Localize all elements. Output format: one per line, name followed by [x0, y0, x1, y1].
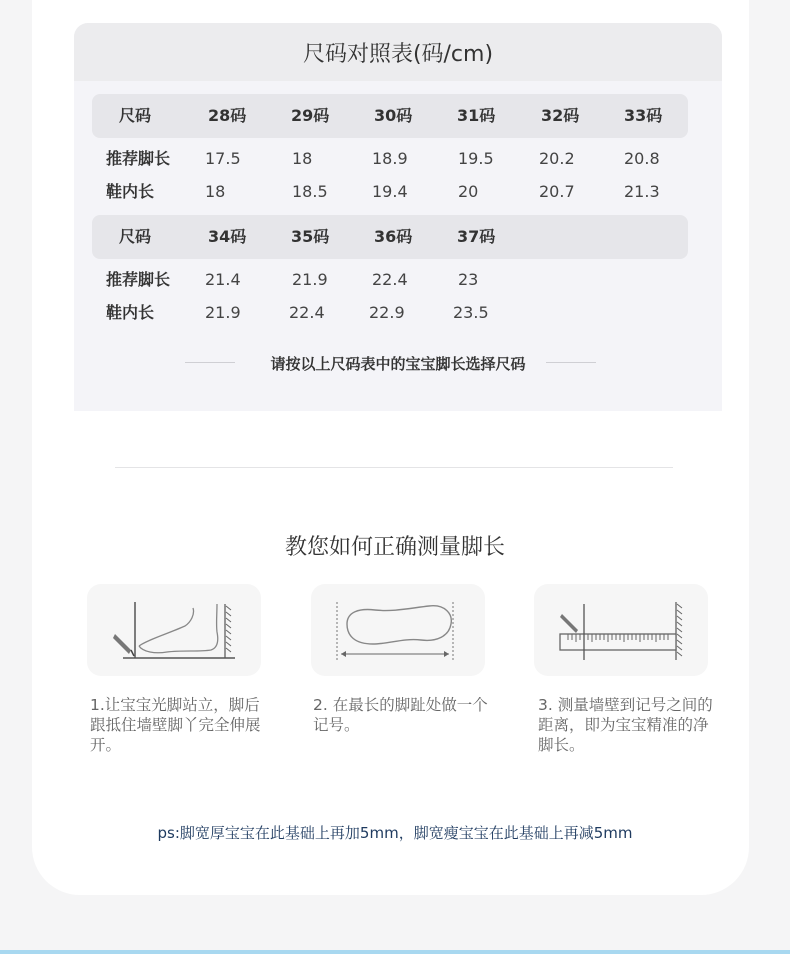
size-chart — [74, 23, 722, 411]
table-cell: 20.7 — [539, 182, 575, 201]
size-cell: 36码 — [374, 227, 413, 246]
size-cell: 30码 — [374, 106, 413, 125]
table-cell: 18.9 — [372, 149, 408, 168]
foot-against-wall-icon — [87, 584, 261, 676]
section-divider — [115, 467, 673, 468]
footprint-outline-icon — [311, 584, 485, 676]
size-cell: 37码 — [457, 227, 496, 246]
table-cell: 20.2 — [539, 149, 575, 168]
table-cell: 23 — [458, 270, 479, 289]
table-cell: 22.9 — [369, 303, 405, 322]
table-cell: 21.9 — [205, 303, 241, 322]
size-header-label: 尺码 — [119, 227, 152, 246]
table-cell: 20.8 — [624, 149, 660, 168]
ruler-measure-icon — [534, 584, 708, 676]
step-3-text: 3. 测量墙壁到记号之间的距离，即为宝宝精准的净脚长。 — [538, 696, 713, 754]
table-cell: 22.4 — [289, 303, 325, 322]
step-2-image — [311, 584, 485, 676]
row-label-inner-length: 鞋内长 — [106, 182, 155, 201]
bottom-accent-bar — [0, 950, 790, 954]
table-cell: 19.5 — [458, 149, 494, 168]
table-cell: 21.4 — [205, 270, 241, 289]
table-cell: 18 — [292, 149, 313, 168]
row-label-inner-length: 鞋内长 — [106, 303, 155, 322]
size-cell: 31码 — [457, 106, 496, 125]
size-cell: 33码 — [624, 106, 663, 125]
table-cell: 18 — [205, 182, 226, 201]
size-header-label: 尺码 — [119, 106, 152, 125]
table-cell: 20 — [458, 182, 479, 201]
table-cell: 21.9 — [292, 270, 328, 289]
table-cell: 19.4 — [372, 182, 408, 201]
size-cell: 35码 — [291, 227, 330, 246]
step-3-image — [534, 584, 708, 676]
size-cell: 29码 — [291, 106, 330, 125]
size-cell: 32码 — [541, 106, 580, 125]
step-2-text: 2. 在最长的脚趾处做一个记号。 — [313, 696, 488, 734]
table-cell: 23.5 — [453, 303, 489, 322]
row-label-foot-length: 推荐脚长 — [106, 270, 171, 289]
size-cell: 34码 — [208, 227, 247, 246]
row-label-foot-length: 推荐脚长 — [106, 149, 171, 168]
measure-section-title: 教您如何正确测量脚长 — [284, 535, 505, 560]
step-1-image — [87, 584, 261, 676]
table-cell: 17.5 — [205, 149, 241, 168]
table-cell: 21.3 — [624, 182, 660, 201]
size-hint-text: 请按以上尺码表中的宝宝脚长选择尺码 — [270, 355, 526, 373]
size-cell: 28码 — [208, 106, 247, 125]
step-1-text: 1.让宝宝光脚站立，脚后跟抵住墙壁脚丫完全伸展开。 — [90, 696, 261, 754]
size-chart-title: 尺码对照表(码/cm) — [74, 23, 722, 81]
ps-note: ps:脚宽厚宝宝在此基础上再加5mm，脚宽瘦宝宝在此基础上再减5mm — [157, 824, 633, 842]
table-cell: 18.5 — [292, 182, 328, 201]
table-cell: 22.4 — [372, 270, 408, 289]
